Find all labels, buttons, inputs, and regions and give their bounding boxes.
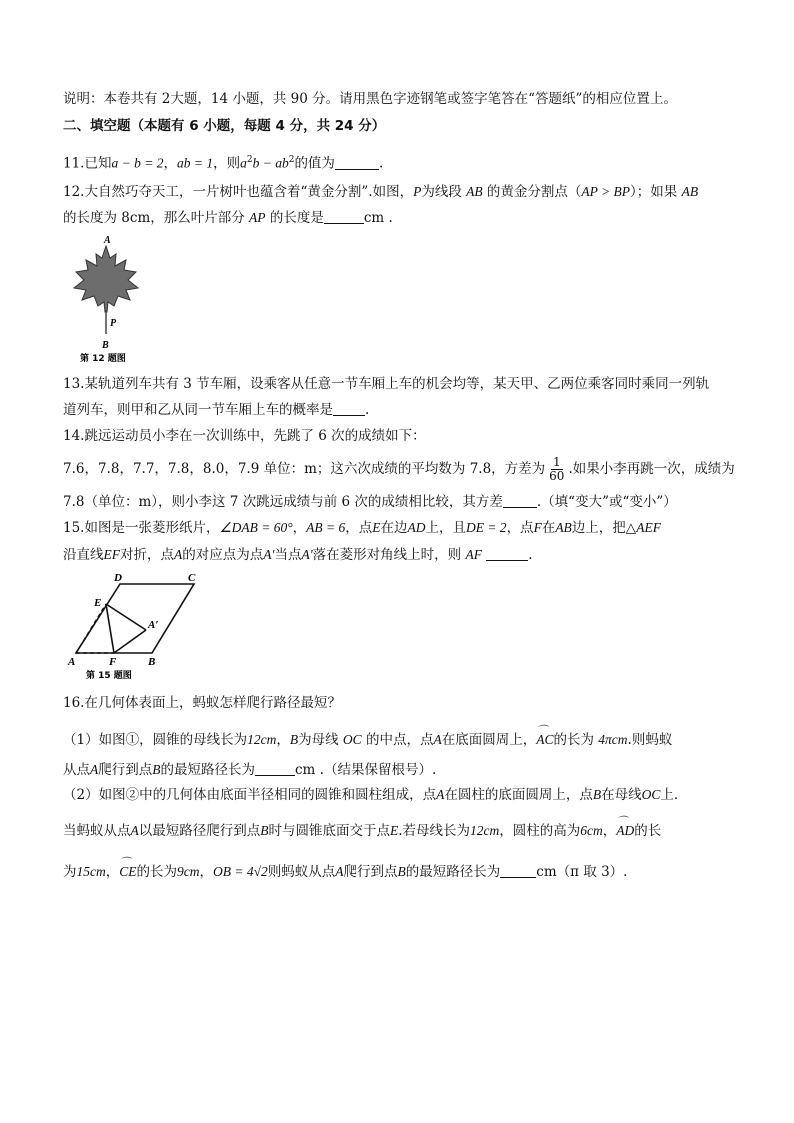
answer-blank[interactable]	[333, 401, 365, 416]
question-14-line-1: 14.跳远运动员小李在一次训练中，先跳了 6 次的成绩如下：	[63, 428, 426, 444]
fold-dashed-ae	[76, 604, 106, 653]
leaf-label-p: P	[110, 318, 117, 329]
question-12-line-2: 的长度为 8cm，那么叶片部分 AP 的长度是 cm .	[63, 210, 393, 226]
maple-leaf-image	[74, 246, 138, 312]
question-12-line-1: 12.大自然巧夺天工，一片树叶也蕴含着“黄金分割”.如图，P为线段 AB 的黄金分割点（AP > BP）；如果 AB	[63, 184, 699, 200]
section-title: 二、填空题（本题有 6 小题，每题 4 分，共 24 分）	[63, 118, 386, 134]
fold-line-ef	[106, 604, 114, 653]
question-16-part-1-line-1: （1）如图①，圆锥的母线长为12cm，B为母线 OC 的中点，点A在底面圆周上，⌒ AC的长为 4πcm.则蚂蚁	[63, 731, 672, 749]
question-14-line-3: 7.8（单位：m），则小李这 7 次跳远成绩与前 6 次的成绩相比较，其方差 .（填“变大”或“变小”）	[63, 494, 677, 510]
answer-blank[interactable]	[255, 761, 295, 776]
answer-blank[interactable]	[500, 863, 536, 878]
question-16-part-1-line-2: 从点A爬行到点B的最短路径长为 cm .（结果保留根号）.	[63, 762, 437, 778]
question-16-title: 16.在几何体表面上，蚂蚁怎样爬行路径最短？	[63, 695, 341, 711]
question-11: 11.已知a − b = 2，ab = 1，则$a^2b - ab^2$的值为 .	[63, 155, 384, 172]
leaf-label-b: B	[102, 340, 109, 351]
question-12-figure	[66, 232, 146, 364]
folded-edge-fa	[114, 630, 146, 653]
question-16-part-2-line-1: （2）如图②中的几何体由底面半径相同的圆锥和圆柱组成，点A在圆柱的底面圆周上，点B在母线OC上.	[63, 787, 679, 803]
question-13-line-1: 13.某轨道列车共有 3 节车厢，设乘客从任意一节车厢上车的机会均等，某天甲、乙两位乘客同时乘同一列轨	[63, 376, 710, 392]
exam-instruction: 说明：本卷共有 2大题，14 小题，共 90 分。请用黑色字迹钢笔或签字笔答在“答题纸”的相应位置上。	[63, 91, 677, 107]
answer-blank[interactable]	[335, 155, 379, 170]
label-a: A	[68, 656, 76, 668]
label-b: B	[148, 656, 156, 668]
question-16-part-2-line-2: 当蚂蚁从点A以最短路径爬行到点B时与圆锥底面交于点E.若母线长为12cm，圆柱的高为6cm，⌒ AD的长	[63, 822, 661, 840]
rhombus-shape	[76, 584, 194, 653]
figure-12-caption: 第 12 题图	[80, 354, 126, 364]
question-15-line-2: 沿直线EF对折，点A的对应点为点A′当点A′落在菱形对角线上时，则 AF .	[63, 547, 533, 563]
leaf-label-a: A	[104, 235, 111, 246]
variance-fraction: $\frac{1}{60}$	[549, 455, 565, 483]
question-13-line-2: 道列车，则甲和乙从同一节车厢上车的概率是 .	[63, 402, 370, 418]
question-15-figure	[62, 568, 212, 680]
label-c: C	[188, 572, 196, 584]
label-f: F	[109, 656, 117, 668]
question-16-part-2-line-3: 为15cm，⌒ CE的长为9cm，OB = 4√2则蚂蚁从点A爬行到点B的最短路径长为 cm（π 取 3）.	[63, 863, 627, 881]
answer-blank[interactable]	[324, 209, 364, 224]
figure-15-caption: 第 15 题图	[86, 671, 132, 680]
label-d: D	[114, 572, 122, 584]
folded-edge-ea	[106, 604, 146, 630]
answer-blank[interactable]	[486, 546, 528, 561]
label-a-prime: A′	[148, 619, 159, 631]
question-14-line-2: 7.6，7.8，7.7，7.8，8.0，7.9 单位：m；这六次成绩的平均数为 7.8，方差为 $\frac{1}{60}$ .如果小李再跳一次，成绩为	[63, 455, 735, 483]
label-e: E	[94, 597, 102, 609]
answer-blank[interactable]	[503, 493, 537, 508]
question-15-line-1: 15.如图是一张菱形纸片，∠DAB = 60°，AB = 6，点E在边AD上，且DE = 2，点F在AB边上，把△AEF	[63, 520, 661, 536]
